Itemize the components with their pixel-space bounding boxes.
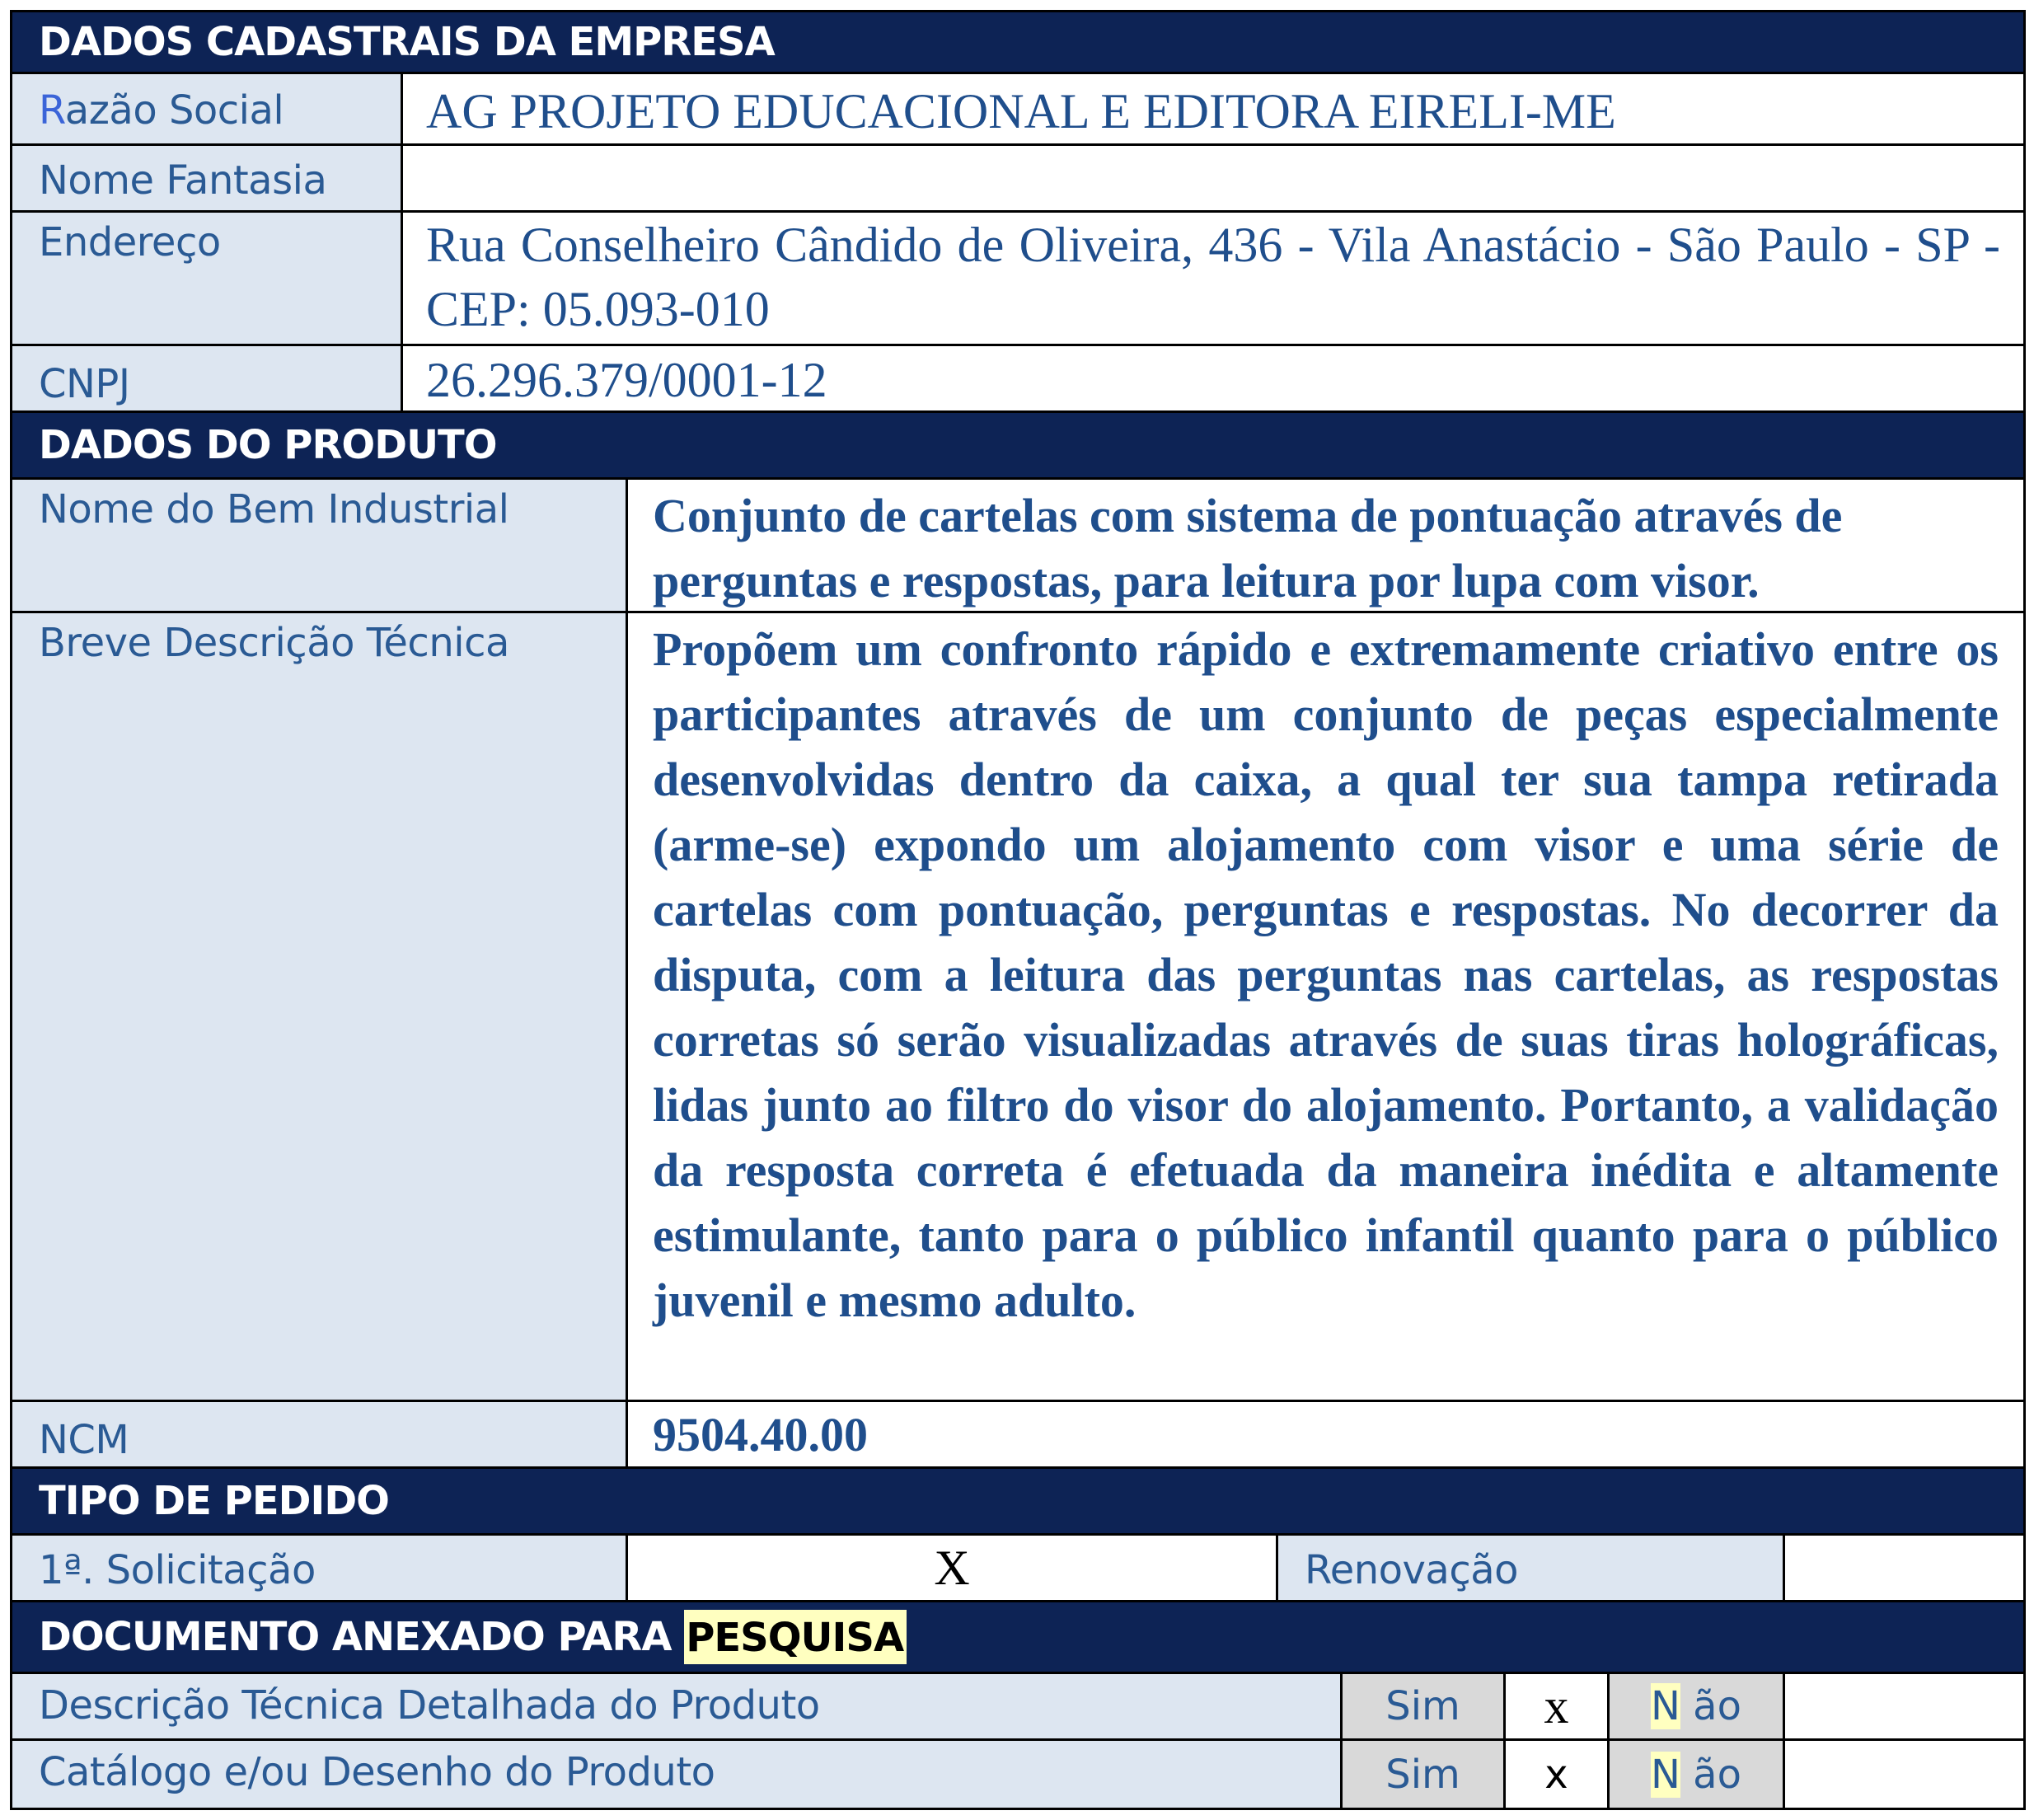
label-razao-social-rest: azão Social xyxy=(64,87,284,134)
doc-row-1-sim-mark: x xyxy=(1544,1678,1569,1733)
label-razao-social-initial: R xyxy=(39,87,65,134)
section-header-empresa-text: DADOS CADASTRAIS DA EMPRESA xyxy=(39,19,775,65)
checkbox-primeira-solicitacao[interactable] xyxy=(626,1533,1278,1602)
label-renovacao-text: Renovação xyxy=(1305,1547,1519,1593)
section-header-pedido xyxy=(10,1466,2026,1536)
label-nome-bem-text: Nome do Bem Industrial xyxy=(39,486,509,532)
section-header-documento xyxy=(10,1600,2026,1674)
value-endereco-text: Rua Conselheiro Cândido de Oliveira, 436 - Vila Anastácio - São Paulo - SP - CEP: 05.093-010 xyxy=(426,218,2000,336)
value-razao-social xyxy=(401,72,2026,146)
doc-row-1-label xyxy=(10,1672,1343,1741)
doc-row-2-nao-rest: ão xyxy=(1680,1751,1741,1798)
label-nome-bem xyxy=(10,477,628,613)
label-cnpj xyxy=(10,344,403,413)
doc-row-1-sim-label xyxy=(1340,1672,1506,1741)
doc-row-1-sim-checkbox[interactable] xyxy=(1503,1672,1610,1741)
value-razao-social-text: AG PROJETO EDUCACIONAL E EDITORA EIRELI-ME xyxy=(426,84,1616,138)
section-header-produto xyxy=(10,410,2026,480)
highlighted-keyword: PESQUISA xyxy=(684,1610,907,1664)
checkbox-primeira-solicitacao-mark: X xyxy=(934,1540,970,1595)
label-descricao-text: Breve Descrição Técnica xyxy=(39,620,509,666)
doc-row-1-nao-checkbox[interactable] xyxy=(1783,1672,2026,1741)
value-descricao-text: Propõem um confronto rápido e extremamente criativo entre os participantes através de um conjunto de peças especialmente desenvolvidas dentro da caixa, a qual ter sua tampa retirada (arme-se) expondo um alojamento com visor e uma série de cartelas com pontuação, perguntas e respostas. No decorrer da disputa, com a leitura das perguntas nas cartelas, as respostas corretas só serão visualizadas através de suas tiras holográficas, lidas junto ao filtro do visor do alojamento. Portanto, a validação da resposta correta é efetuada da maneira inédita e altamente estimulante, tanto para o público infantil quanto para o público juvenil e mesmo adulto. xyxy=(653,622,1999,1327)
doc-row-1-nao-initial: N xyxy=(1651,1683,1680,1729)
section-header-pedido-text: TIPO DE PEDIDO xyxy=(39,1478,389,1524)
value-ncm xyxy=(626,1400,2026,1469)
checkbox-renovacao[interactable] xyxy=(1783,1533,2026,1602)
label-nome-fantasia-text: Nome Fantasia xyxy=(39,157,327,204)
section-header-produto-text: DADOS DO PRODUTO xyxy=(39,422,497,468)
doc-row-2-nao-checkbox[interactable] xyxy=(1783,1738,2026,1810)
value-nome-bem xyxy=(626,477,2026,613)
value-endereco xyxy=(401,210,2026,346)
value-ncm-text: 9504.40.00 xyxy=(653,1408,868,1461)
value-descricao xyxy=(626,611,2026,1402)
label-ncm xyxy=(10,1400,628,1469)
section-header-empresa xyxy=(10,10,2026,74)
value-cnpj xyxy=(401,344,2026,413)
doc-row-1-nao-label xyxy=(1607,1672,1785,1741)
label-nome-fantasia xyxy=(10,143,403,213)
doc-row-2-label-text: Catálogo e/ou Desenho do Produto xyxy=(39,1749,715,1795)
label-cnpj-text: CNPJ xyxy=(39,361,130,407)
label-renovacao xyxy=(1276,1533,1785,1602)
label-endereco-text: Endereço xyxy=(39,219,221,265)
label-primeira-solicitacao-text: 1ª. Solicitação xyxy=(39,1547,316,1593)
doc-row-2-sim-mark: x xyxy=(1544,1751,1568,1798)
label-ncm-text: NCM xyxy=(39,1417,129,1463)
value-cnpj-text: 26.296.379/0001-12 xyxy=(426,353,827,407)
label-razao-social xyxy=(10,72,403,146)
doc-row-2-nao-initial: N xyxy=(1651,1751,1680,1798)
label-primeira-solicitacao xyxy=(10,1533,628,1602)
section-header-documento-prefix: DOCUMENTO ANEXADO PARA xyxy=(39,1614,685,1660)
doc-row-1-label-text: Descrição Técnica Detalhada do Produto xyxy=(39,1682,820,1729)
doc-row-2-sim-checkbox[interactable] xyxy=(1503,1738,1610,1810)
value-nome-bem-text: Conjunto de cartelas com sistema de pontuação através de perguntas e respostas, para leitura por lupa com visor. xyxy=(653,489,1843,607)
doc-row-2-nao-label xyxy=(1607,1738,1785,1810)
label-endereco xyxy=(10,210,403,346)
doc-row-1-sim-label-text: Sim xyxy=(1385,1683,1460,1729)
value-nome-fantasia xyxy=(401,143,2026,213)
label-descricao xyxy=(10,611,628,1402)
doc-row-1-nao-rest: ão xyxy=(1680,1683,1741,1729)
doc-row-2-sim-label-text: Sim xyxy=(1385,1751,1460,1798)
doc-row-2-sim-label xyxy=(1340,1738,1506,1810)
doc-row-2-label xyxy=(10,1738,1343,1810)
